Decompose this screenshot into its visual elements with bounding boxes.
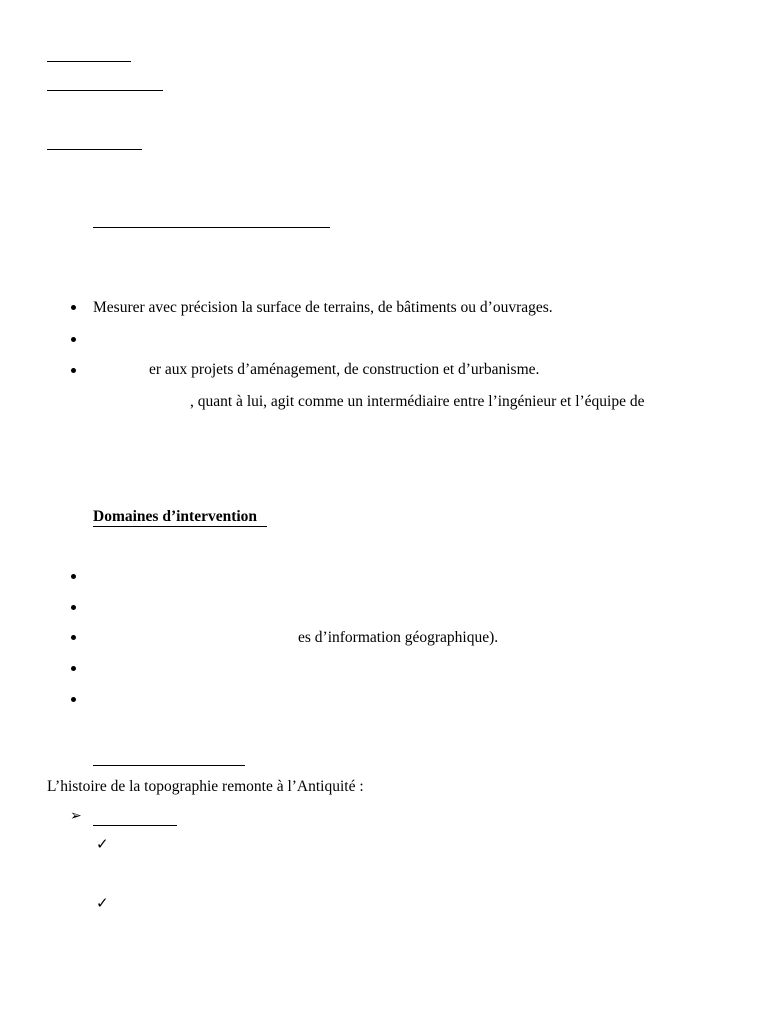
heading-rule-2: [47, 90, 163, 91]
list-item: Mesurer avec précision la surface de terrains, de bâtiments ou d’ouvrages.: [93, 299, 553, 316]
checkmark-icon: ✓: [96, 835, 109, 853]
heading-rule-3: [47, 149, 142, 150]
intro-text: L’histoire de la topographie remonte à l’Antiquité :: [47, 778, 364, 795]
bullet-dot: [71, 605, 76, 610]
subheading-rule: [93, 825, 177, 826]
bullet-dot: [71, 574, 76, 579]
checkmark-icon: ✓: [96, 894, 109, 912]
bullet-dot: [71, 697, 76, 702]
bullet-dot: [71, 666, 76, 671]
heading-rule-4: [93, 227, 330, 228]
paragraph-text: , quant à lui, agit comme un intermédiaire entre l’ingénieur et l’équipe de: [190, 393, 645, 410]
bullet-dot: [71, 368, 76, 373]
heading-rule-5: [93, 765, 245, 766]
bullet-dot: [71, 337, 76, 342]
bullet-dot: [71, 635, 76, 640]
section-heading: Domaines d’intervention: [93, 508, 267, 527]
arrow-bullet-icon: ➢: [70, 808, 82, 824]
list-item: es d’information géographique).: [298, 629, 499, 646]
list-item: er aux projets d’aménagement, de construction et d’urbanisme.: [149, 361, 540, 378]
bullet-dot: [71, 305, 76, 310]
heading-rule-1: [47, 61, 131, 62]
